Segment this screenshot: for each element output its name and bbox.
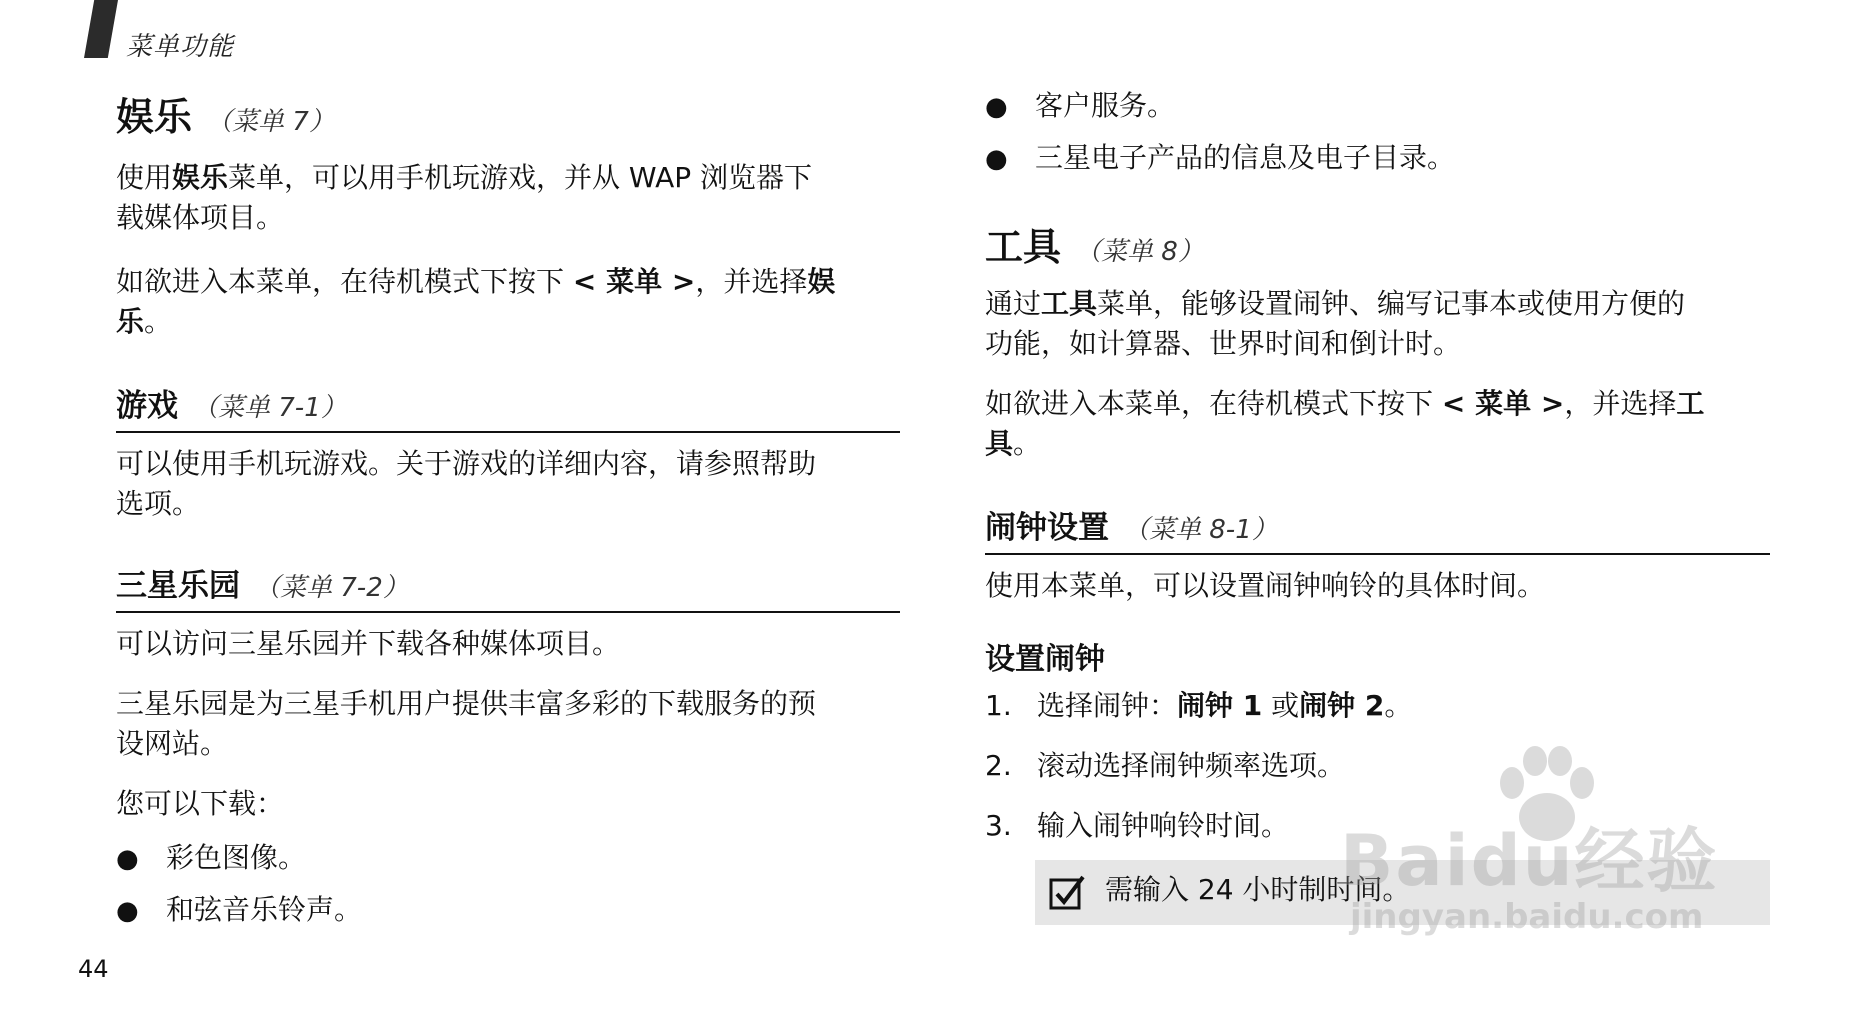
bold-term: 娱 — [807, 265, 836, 298]
text-segment: 或 — [1262, 689, 1300, 722]
tools-menu-ref: （菜单 8） — [1075, 237, 1204, 267]
samsung-fun-menu-ref: （菜单 7-2） — [254, 573, 409, 603]
menu-key-label: < 菜单 > — [1441, 387, 1565, 420]
list-item-text: 客户服务。 — [1035, 89, 1176, 122]
note-text: 需输入 24 小时制时间。 — [1105, 873, 1411, 906]
step-number: 1. — [985, 689, 1012, 722]
bullet-icon: ● — [116, 896, 139, 926]
games-heading — [116, 380, 900, 433]
alarm-heading — [985, 502, 1770, 555]
games-title: 游戏 — [116, 388, 178, 424]
step-text: 滚动选择闹钟频率选项。 — [1037, 749, 1346, 782]
baidu-jingyan-watermark — [1330, 745, 1780, 945]
text-segment: 。 — [144, 305, 173, 338]
bold-term: 具 — [985, 427, 1014, 460]
text-segment: 载媒体项目。 — [116, 201, 285, 234]
step-item — [985, 806, 1289, 846]
bold-term: 闹钟 1 — [1177, 689, 1263, 722]
step-item — [985, 746, 1345, 786]
entertainment-description — [116, 158, 900, 238]
list-item-text: 和弦音乐铃声。 — [166, 893, 363, 926]
alarm-description: 使用本菜单，可以设置闹钟响铃的具体时间。 — [985, 569, 1546, 602]
list-item — [985, 86, 1175, 127]
bullet-icon: ● — [985, 92, 1008, 122]
text-segment: 选择闹钟： — [1037, 689, 1178, 722]
list-item-text: 三星电子产品的信息及电子目录。 — [1035, 141, 1456, 174]
text-segment: 选项。 — [116, 487, 201, 520]
bold-term: 乐 — [116, 305, 145, 338]
header-accent-bar — [84, 0, 118, 58]
bold-term: 闹钟 2 — [1299, 689, 1385, 722]
text-segment: 可以使用手机玩游戏。关于游戏的详细内容，请参照帮助 — [116, 447, 817, 480]
text-segment: ，并选择 — [695, 265, 808, 298]
list-item — [116, 838, 306, 879]
samsung-fun-description-1: 可以访问三星乐园并下载各种媒体项目。 — [116, 627, 621, 660]
text-segment: 如欲进入本菜单，在待机模式下按下 — [116, 265, 573, 298]
samsung-fun-description-2 — [116, 684, 900, 764]
text-segment: 菜单，可以用手机玩游戏，并从 WAP 浏览器下 — [228, 161, 813, 194]
entertainment-access-instructions — [116, 262, 900, 342]
list-item-text: 彩色图像。 — [166, 841, 307, 874]
entertainment-menu-ref: （菜单 7） — [206, 107, 335, 137]
bullet-icon: ● — [116, 844, 139, 874]
games-description — [116, 444, 900, 524]
page-number: 44 — [78, 955, 109, 983]
menu-key-label: < 菜单 > — [572, 265, 696, 298]
entertainment-title: 娱乐 — [116, 95, 193, 139]
tools-access-instructions — [985, 384, 1770, 464]
text-segment: 功能，如计算器、世界时间和倒计时。 — [985, 327, 1462, 360]
bold-term: 工 — [1676, 387, 1705, 420]
bold-term: 娱乐 — [172, 161, 229, 194]
watermark-main-text: Baidu经验 — [1340, 820, 1719, 902]
tools-heading — [985, 216, 1204, 271]
text-segment: 。 — [1384, 689, 1413, 722]
tools-description — [985, 284, 1770, 364]
text-segment: 。 — [1013, 427, 1042, 460]
text-segment: ，并选择 — [1564, 387, 1677, 420]
set-alarm-subheading: 设置闹钟 — [985, 642, 1105, 677]
text-segment: 菜单，能够设置闹钟、编写记事本或使用方便的 — [1097, 287, 1686, 320]
text-segment: 使用 — [116, 161, 173, 194]
samsung-fun-title: 三星乐园 — [116, 568, 240, 604]
text-segment: 通过 — [985, 287, 1042, 320]
section-header: 菜单功能 — [126, 32, 235, 62]
list-item — [985, 138, 1455, 179]
samsung-fun-heading — [116, 560, 900, 613]
step-text: 输入闹钟响铃时间。 — [1037, 809, 1290, 842]
text-segment: 三星乐园是为三星手机用户提供丰富多彩的下载服务的预 — [116, 687, 817, 720]
alarm-title: 闹钟设置 — [985, 510, 1109, 546]
step-number: 3. — [985, 809, 1012, 842]
step-number: 2. — [985, 749, 1012, 782]
bullet-icon: ● — [985, 144, 1008, 174]
download-intro: 您可以下载： — [116, 787, 285, 820]
entertainment-heading — [116, 86, 335, 141]
text-segment: 如欲进入本菜单，在待机模式下按下 — [985, 387, 1442, 420]
text-segment: 设网站。 — [116, 727, 229, 760]
watermark-url-text: jingyan.baidu.com — [1350, 897, 1704, 937]
checkbox-check-icon — [1049, 874, 1085, 910]
list-item — [116, 890, 362, 931]
games-menu-ref: （菜单 7-1） — [192, 393, 347, 423]
bold-term: 工具 — [1041, 287, 1098, 320]
step-item — [985, 686, 1412, 726]
tools-title: 工具 — [985, 225, 1062, 269]
alarm-menu-ref: （菜单 8-1） — [1123, 515, 1278, 545]
